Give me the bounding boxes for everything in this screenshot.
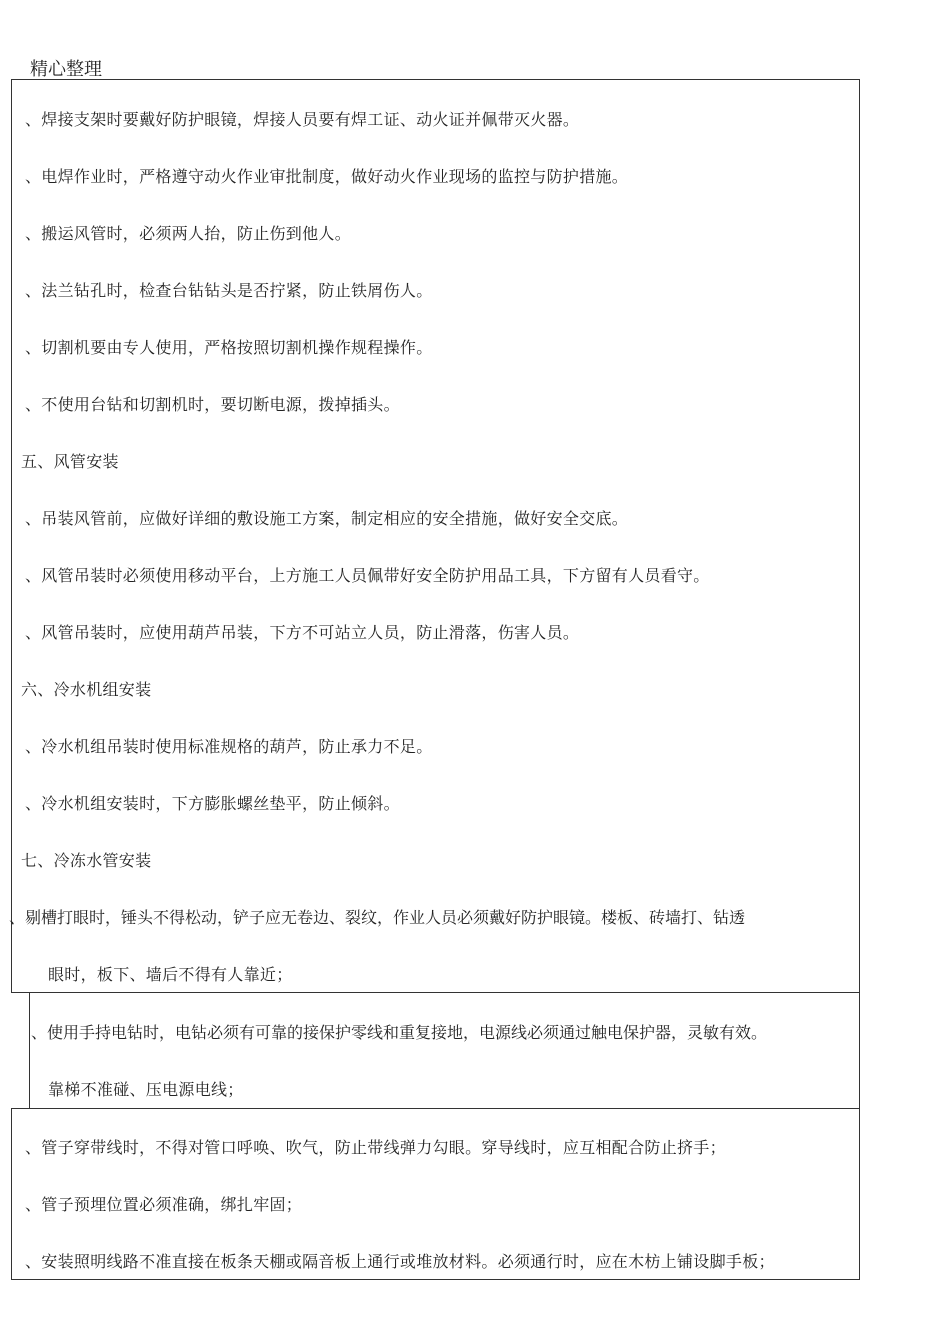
- text-line: 、焊接支架时要戴好防护眼镜，焊接人员要有焊工证、动火证并佩带灭火器。: [25, 110, 580, 129]
- text-line: 、剔槽打眼时，锤头不得松动，铲子应无卷边、裂纹，作业人员必须戴好防护眼镜。楼板、砖墙打、钻透: [9, 908, 746, 927]
- section-heading: 六、冷水机组安装: [21, 680, 152, 699]
- text-line-continued: 眼时，板下、墙后不得有人靠近；: [48, 965, 293, 984]
- text-line: 、风管吊装时必须使用移动平台，上方施工人员佩带好安全防护用品工具，下方留有人员看守。: [25, 566, 710, 585]
- text-line-continued: 靠梯不准碰、压电源电线；: [48, 1080, 244, 1099]
- text-line: 、法兰钻孔时，检查台钻钻头是否拧紧，防止铁屑伤人。: [25, 281, 433, 300]
- text-line: 、使用手持电钻时，电钻必须有可靠的接保护零线和重复接地，电源线必须通过触电保护器，灵敏有效。: [31, 1023, 768, 1042]
- text-line: 、管子预埋位置必须准确，绑扎牢固；: [25, 1195, 303, 1214]
- text-line: 、管子穿带线时，不得对管口呼唤、吹气，防止带线弹力勾眼。穿导线时，应互相配合防止挤手；: [25, 1138, 726, 1157]
- text-line: 、电焊作业时，严格遵守动火作业审批制度，做好动火作业现场的监控与防护措施。: [25, 167, 629, 186]
- text-line: 、吊装风管前，应做好详细的敷设施工方案，制定相应的安全措施，做好安全交底。: [25, 509, 629, 528]
- text-line: 、冷水机组吊装时使用标准规格的葫芦，防止承力不足。: [25, 737, 433, 756]
- section-heading: 七、冷冻水管安装: [21, 851, 152, 870]
- page-header: 精心整理: [30, 59, 102, 80]
- text-line: 、安装照明线路不准直接在板条天棚或隔音板上通行或堆放材料。必须通行时，应在木枋上铺设脚手板；: [25, 1252, 775, 1271]
- text-line: 、风管吊装时，应使用葫芦吊装，下方不可站立人员，防止滑落，伤害人员。: [25, 623, 580, 642]
- text-line: 、切割机要由专人使用，严格按照切割机操作规程操作。: [25, 338, 433, 357]
- section-heading: 五、风管安装: [21, 452, 119, 471]
- text-line: 、不使用台钻和切割机时，要切断电源，拨掉插头。: [25, 395, 400, 414]
- text-line: 、冷水机组安装时，下方膨胀螺丝垫平，防止倾斜。: [25, 794, 400, 813]
- text-line: 、搬运风管时，必须两人抬，防止伤到他人。: [25, 224, 352, 243]
